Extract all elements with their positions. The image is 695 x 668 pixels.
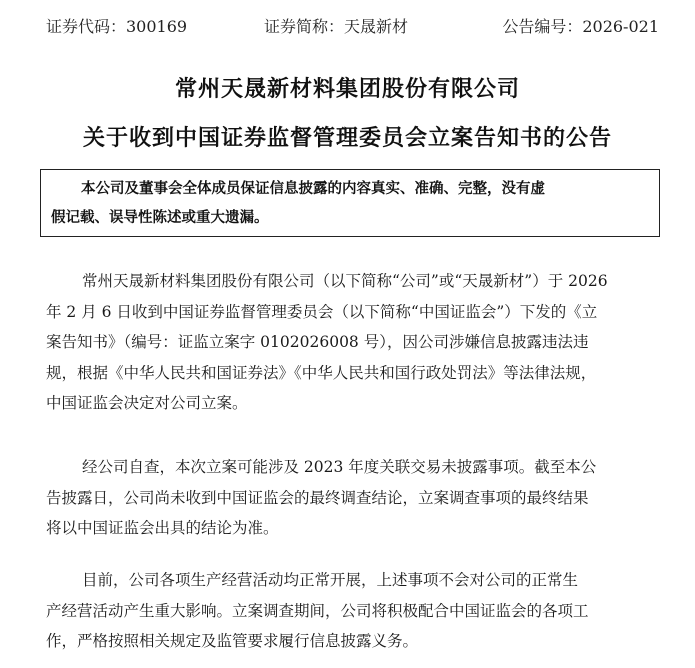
stock-short-name: 证券简称：天晟新材 xyxy=(264,17,409,36)
paragraph-receipt xyxy=(46,266,666,419)
company-title: 常州天晟新材料集团股份有限公司 xyxy=(174,77,520,102)
paragraph-self-check xyxy=(46,452,666,544)
stock-code: 证券代码：300169 xyxy=(46,17,188,36)
paragraph-line: 案告知书》（编号：证监立案字 0102026008 号），因公司涉嫌信息披露违法违 xyxy=(46,333,589,351)
paragraph-line: 将以中国证监会出具的结论为准。 xyxy=(46,519,279,537)
paragraph-line: 年 2 月 6 日收到中国证券监督管理委员会（以下简称“中国证监会”）下发的《立 xyxy=(46,302,598,321)
paragraph-line: 经公司自查，本次立案可能涉及 2023 年度关联交易未披露事项。截至本公 xyxy=(82,458,597,476)
paragraph-line: 产经营活动产生重大影响。立案调查期间，公司将积极配合中国证监会的各项工 xyxy=(46,601,589,620)
statement-line: 假记载、误导性陈述或重大遗漏。 xyxy=(51,210,269,226)
paragraph-line: 告披露日，公司尚未收到中国证监会的最终调查结论，立案调查事项的最终结果 xyxy=(46,488,589,507)
document-header xyxy=(46,14,659,40)
announcement-title: 关于收到中国证券监督管理委员会立案告知书的公告 xyxy=(82,126,612,151)
statement-line: 本公司及董事会全体成员保证信息披露的内容真实、准确、完整，没有虚 xyxy=(81,181,545,197)
paragraph-operations xyxy=(46,565,666,657)
paragraph-line: 规，根据《中华人民共和国证券法》《中华人民共和国行政处罚法》等法律法规， xyxy=(46,363,597,382)
announcement-number: 公告编号：2026-021 xyxy=(502,17,659,36)
paragraph-line: 常州天晟新材料集团股份有限公司（以下简称“公司”或“天晟新材”）于 2026 xyxy=(82,272,608,290)
paragraph-line: 目前，公司各项生产经营活动均正常开展，上述事项不会对公司的正常生 xyxy=(82,571,579,589)
paragraph-line: 中国证监会决定对公司立案。 xyxy=(46,394,248,412)
paragraph-line: 作，严格按照相关规定及监管要求履行信息披露义务。 xyxy=(46,632,419,650)
board-statement-box xyxy=(40,169,660,237)
